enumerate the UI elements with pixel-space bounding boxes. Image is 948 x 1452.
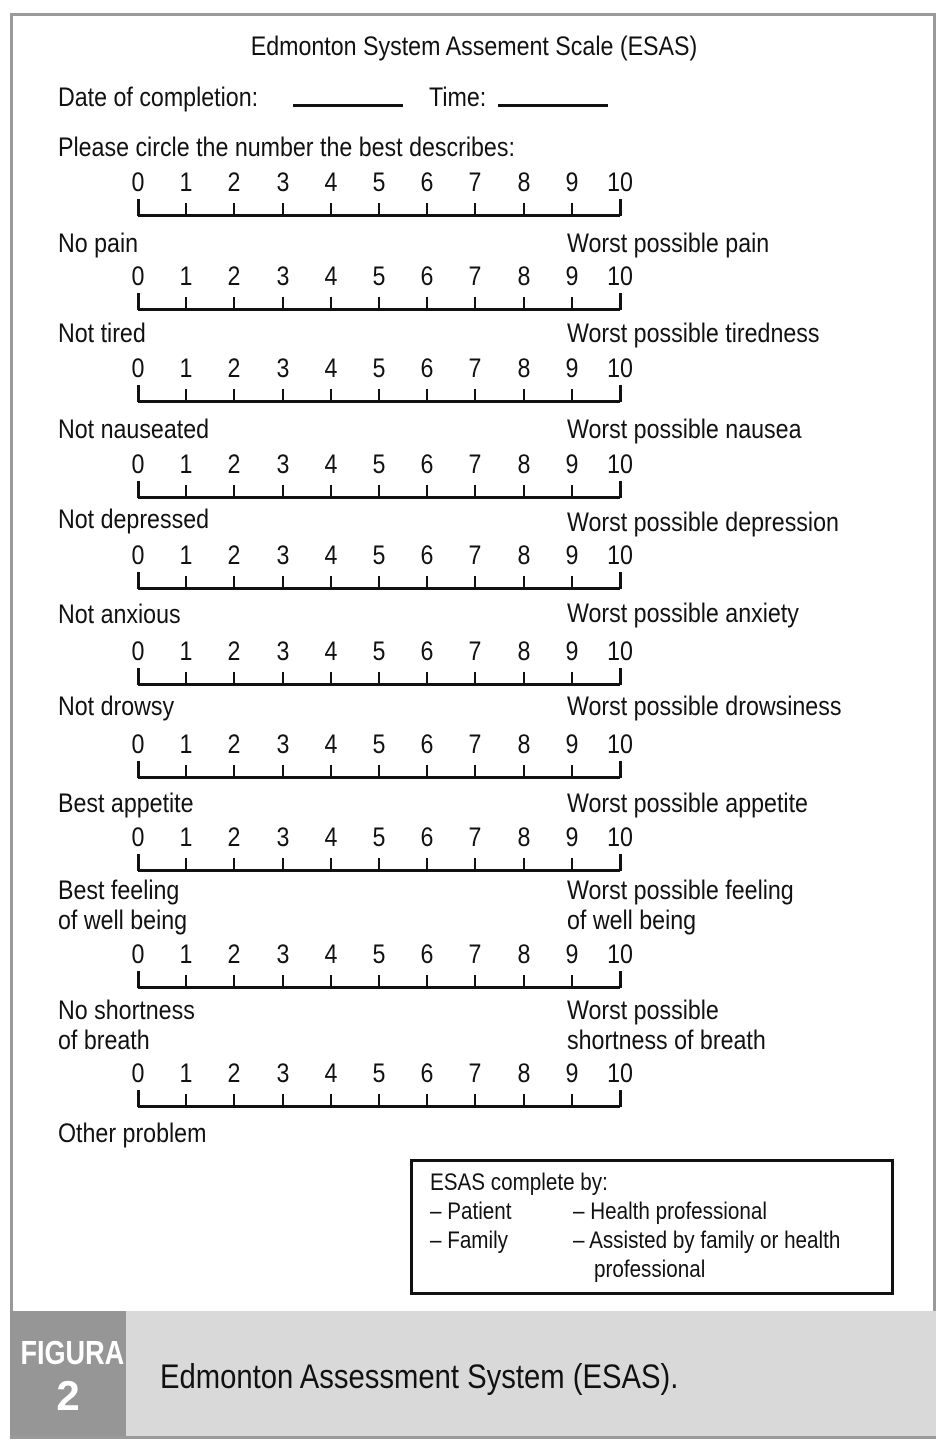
time-label: Time: (429, 82, 487, 112)
scale-number[interactable]: 1 (179, 729, 193, 759)
scale-number[interactable]: 4 (324, 353, 338, 383)
scale-number[interactable]: 9 (565, 822, 579, 852)
scale-number[interactable]: 4 (324, 939, 338, 969)
scale-number[interactable]: 4 (324, 449, 338, 479)
scale-number[interactable]: 7 (468, 353, 482, 383)
scale-number[interactable]: 8 (517, 449, 531, 479)
scale-number[interactable]: 6 (420, 353, 434, 383)
other-problem-label: Other problem (58, 1118, 207, 1148)
rating-scale-other-problem[interactable] (131, 1058, 633, 1118)
scale-number[interactable]: 5 (372, 1058, 386, 1088)
scale-number[interactable]: 8 (517, 822, 531, 852)
item-left-label: Not tired (58, 318, 146, 348)
item-right-label: Worst possible depression (567, 507, 839, 537)
scale-number[interactable]: 8 (517, 1058, 531, 1088)
item-right-label: shortness of breath (567, 1025, 766, 1055)
date-field[interactable] (293, 104, 403, 107)
scale-number[interactable]: 3 (276, 636, 290, 666)
scale-line (138, 683, 620, 686)
scale-number[interactable]: 9 (565, 1058, 579, 1088)
scale-line (138, 308, 620, 311)
scale-number[interactable]: 1 (179, 1058, 193, 1088)
scale-number[interactable]: 7 (468, 540, 482, 570)
item-right-label: of well being (567, 905, 697, 935)
scale-number[interactable]: 0 (131, 636, 145, 666)
scale-number[interactable]: 10 (607, 167, 633, 197)
figure-label: FIGURA (20, 1334, 125, 1371)
scale-number[interactable]: 10 (607, 449, 633, 479)
legend-heading: ESAS complete by: (430, 1169, 608, 1196)
figure-caption: Edmonton Assessment System (ESAS). (160, 1358, 679, 1396)
scale-number[interactable]: 4 (324, 167, 338, 197)
scale-number[interactable]: 8 (517, 167, 531, 197)
item-right-label: Worst possible nausea (567, 414, 802, 444)
scale-number[interactable]: 0 (131, 540, 145, 570)
scale-number[interactable]: 3 (276, 449, 290, 479)
scale-number[interactable]: 2 (227, 1058, 241, 1088)
scale-number[interactable]: 0 (131, 729, 145, 759)
scale-number[interactable]: 9 (565, 353, 579, 383)
scale-number[interactable]: 3 (276, 729, 290, 759)
scale-line (138, 986, 620, 989)
scale-number[interactable]: 4 (324, 261, 338, 291)
scale-number[interactable]: 7 (468, 1058, 482, 1088)
scale-number[interactable]: 1 (179, 353, 193, 383)
rating-scale-appetite[interactable] (131, 729, 633, 789)
item-right-label: Worst possible tiredness (567, 318, 820, 348)
scale-number[interactable]: 7 (468, 636, 482, 666)
item-left-label: No pain (58, 228, 139, 258)
scale-number[interactable]: 2 (227, 636, 241, 666)
item-left-label: Best feeling (58, 875, 180, 905)
item-right-label: Worst possible pain (567, 228, 770, 258)
scale-number[interactable]: 4 (324, 636, 338, 666)
scale-number[interactable]: 9 (565, 729, 579, 759)
scale-number[interactable]: 10 (607, 261, 633, 291)
scale-number[interactable]: 7 (468, 449, 482, 479)
scale-number[interactable]: 6 (420, 261, 434, 291)
rating-scale-anxiety[interactable] (131, 540, 633, 600)
legend-option-patient[interactable]: – Patient (430, 1198, 512, 1225)
rating-scale-nausea[interactable] (131, 353, 633, 413)
legend-option-assisted[interactable]: – Assisted by family or health (573, 1227, 841, 1254)
scale-number[interactable]: 10 (607, 729, 633, 759)
scale-number[interactable]: 5 (372, 167, 386, 197)
scale-number[interactable]: 0 (131, 353, 145, 383)
scale-number[interactable]: 8 (517, 261, 531, 291)
scale-number[interactable]: 10 (607, 540, 633, 570)
scale-number[interactable]: 10 (607, 636, 633, 666)
scale-number[interactable]: 7 (468, 167, 482, 197)
scale-line (138, 496, 620, 499)
scale-number[interactable]: 5 (372, 636, 386, 666)
scale-number[interactable]: 0 (131, 449, 145, 479)
scale-number[interactable]: 3 (276, 353, 290, 383)
scale-number[interactable]: 10 (607, 1058, 633, 1088)
scale-number[interactable]: 2 (227, 167, 241, 197)
completed-by-box (410, 1159, 894, 1295)
scale-number[interactable]: 7 (468, 261, 482, 291)
item-left-label: Not nauseated (58, 414, 210, 444)
scale-number[interactable]: 5 (372, 261, 386, 291)
scale-number[interactable]: 8 (517, 353, 531, 383)
scale-number[interactable]: 2 (227, 729, 241, 759)
scale-number[interactable]: 5 (372, 353, 386, 383)
scale-number[interactable]: 6 (420, 822, 434, 852)
legend-option-assisted-cont: professional (594, 1256, 706, 1283)
scale-number[interactable]: 9 (565, 636, 579, 666)
scale-number[interactable]: 5 (372, 540, 386, 570)
scale-number[interactable]: 6 (420, 540, 434, 570)
time-field[interactable] (498, 104, 608, 107)
scale-line (138, 587, 620, 590)
scale-number[interactable]: 2 (227, 261, 241, 291)
item-left-label: Not drowsy (58, 691, 175, 721)
scale-number[interactable]: 10 (607, 822, 633, 852)
scale-line (138, 869, 620, 872)
scale-number[interactable]: 5 (372, 729, 386, 759)
scale-number[interactable]: 8 (517, 939, 531, 969)
scale-number[interactable]: 6 (420, 636, 434, 666)
figure-caption-bar (10, 1311, 936, 1436)
scale-number[interactable]: 0 (131, 167, 145, 197)
scale-number[interactable]: 2 (227, 822, 241, 852)
scale-number[interactable]: 9 (565, 261, 579, 291)
scale-line (138, 1105, 620, 1108)
legend-option-health-professional[interactable]: – Health professional (573, 1198, 767, 1225)
rating-scale-depression[interactable] (131, 449, 633, 509)
item-left-label: of breath (58, 1025, 150, 1055)
figure-number: 2 (56, 1372, 80, 1419)
scale-number[interactable]: 4 (324, 729, 338, 759)
scale-line (138, 776, 620, 779)
item-left-label: Not depressed (58, 504, 210, 534)
scale-number[interactable]: 1 (179, 540, 193, 570)
scale-number[interactable]: 0 (131, 822, 145, 852)
item-right-label: Worst possible (567, 995, 719, 1025)
item-right-label: Worst possible appetite (567, 788, 808, 818)
scale-number[interactable]: 3 (276, 822, 290, 852)
scale-number[interactable]: 5 (372, 449, 386, 479)
scale-number[interactable]: 0 (131, 1058, 145, 1088)
scale-number[interactable]: 1 (179, 636, 193, 666)
scale-number[interactable]: 3 (276, 939, 290, 969)
item-right-label: Worst possible feeling (567, 875, 794, 905)
scale-number[interactable]: 1 (179, 167, 193, 197)
item-right-label: Worst possible anxiety (567, 598, 799, 628)
scale-number[interactable]: 9 (565, 540, 579, 570)
rating-scale-well-being[interactable] (131, 822, 633, 882)
scale-number[interactable]: 2 (227, 449, 241, 479)
rating-scale-drowsiness[interactable] (131, 636, 633, 696)
scale-number[interactable]: 5 (372, 822, 386, 852)
scale-number[interactable]: 4 (324, 540, 338, 570)
legend-option-family[interactable]: – Family (430, 1227, 508, 1254)
scale-number[interactable]: 1 (179, 939, 193, 969)
scale-number[interactable]: 10 (607, 353, 633, 383)
scale-number[interactable]: 6 (420, 167, 434, 197)
scale-number[interactable]: 0 (131, 261, 145, 291)
scale-number[interactable]: 6 (420, 449, 434, 479)
scale-number[interactable]: 8 (517, 540, 531, 570)
scale-line (138, 214, 620, 217)
scale-number[interactable]: 7 (468, 729, 482, 759)
scale-number[interactable]: 3 (276, 540, 290, 570)
scale-number[interactable]: 9 (565, 449, 579, 479)
scale-number[interactable]: 6 (420, 939, 434, 969)
scale-number[interactable]: 7 (468, 939, 482, 969)
scale-number[interactable]: 2 (227, 540, 241, 570)
scale-number[interactable]: 6 (420, 1058, 434, 1088)
scale-number[interactable]: 1 (179, 261, 193, 291)
scale-number[interactable]: 0 (131, 939, 145, 969)
scale-number[interactable]: 9 (565, 167, 579, 197)
item-right-label: Worst possible drowsiness (567, 691, 842, 721)
scale-number[interactable]: 4 (324, 1058, 338, 1088)
item-left-label: Not anxious (58, 599, 181, 629)
item-left-label: Best appetite (58, 788, 194, 818)
item-left-label: of well being (58, 905, 188, 935)
figure-tab (10, 1311, 126, 1436)
scale-number[interactable]: 8 (517, 636, 531, 666)
instruction-text: Please circle the number the best describes: (58, 132, 515, 162)
scale-number[interactable]: 3 (276, 1058, 290, 1088)
scale-number[interactable]: 9 (565, 939, 579, 969)
scale-number[interactable]: 1 (179, 822, 193, 852)
scale-number[interactable]: 6 (420, 729, 434, 759)
scale-line (138, 400, 620, 403)
scale-number[interactable]: 7 (468, 822, 482, 852)
rating-scale-shortness-of-breath[interactable] (131, 939, 633, 999)
rating-scale-pain[interactable] (131, 167, 633, 227)
rating-scale-tiredness[interactable] (131, 261, 633, 321)
scale-number[interactable]: 8 (517, 729, 531, 759)
scale-number[interactable]: 2 (227, 353, 241, 383)
scale-number[interactable]: 1 (179, 449, 193, 479)
scale-number[interactable]: 3 (276, 261, 290, 291)
scale-number[interactable]: 10 (607, 939, 633, 969)
scale-number[interactable]: 4 (324, 822, 338, 852)
date-label: Date of completion: (58, 82, 259, 112)
scale-number[interactable]: 5 (372, 939, 386, 969)
scale-number[interactable]: 3 (276, 167, 290, 197)
form-title: Edmonton System Assement Scale (ESAS) (250, 31, 698, 61)
item-left-label: No shortness (58, 995, 195, 1025)
scale-number[interactable]: 2 (227, 939, 241, 969)
